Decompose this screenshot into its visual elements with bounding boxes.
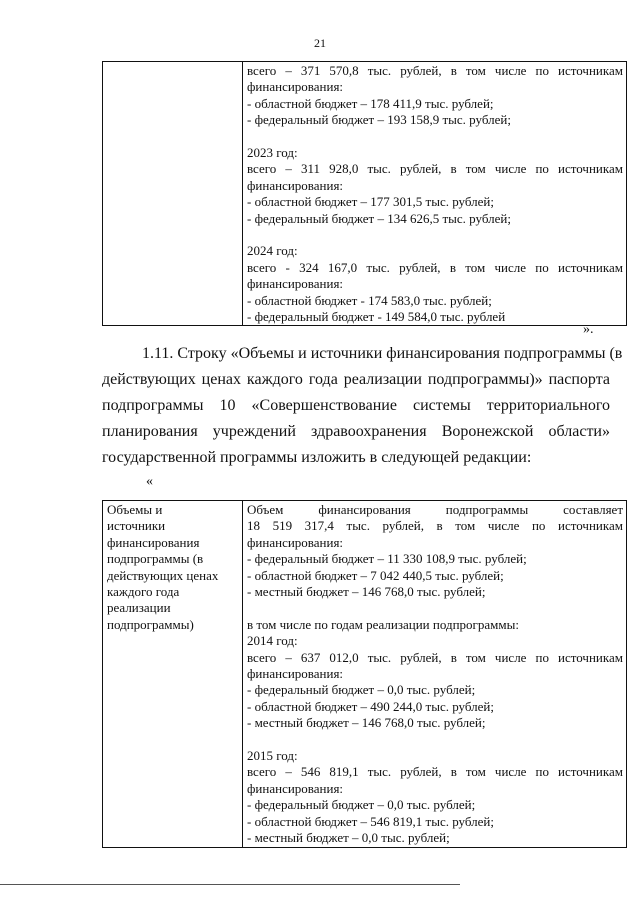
table-cell-funding-details — [243, 501, 627, 848]
text-line: финансирования: — [247, 534, 344, 550]
table-cell-empty — [103, 62, 243, 326]
label-line: каждого года — [107, 584, 180, 600]
label-line: подпрограммы (в — [107, 551, 204, 567]
year-heading: 2024 год: — [247, 243, 298, 259]
label-line: Объемы и — [107, 502, 163, 517]
text-line: - местный бюджет – 146 768,0 тыс. рублей; — [247, 584, 486, 600]
blank-line — [247, 227, 623, 243]
paragraph-line: планирования учреждений здравоохранения Воронежской области» — [102, 423, 610, 440]
label-line: действующих ценах — [107, 567, 219, 583]
text-line: - федеральный бюджет – 193 158,9 тыс. рублей; — [247, 112, 511, 128]
funding-table-new-edition — [102, 500, 627, 848]
table-row — [103, 501, 627, 848]
text-line: финансирования: — [247, 780, 344, 796]
label-line: финансирования — [107, 534, 200, 550]
blank-line — [247, 732, 623, 748]
label-line: подпрограммы) — [107, 616, 194, 632]
text-line: в том числе по годам реализации подпрограммы: — [247, 616, 519, 632]
text-line: - федеральный бюджет – 134 626,5 тыс. рублей; — [247, 210, 511, 226]
opening-quote: « — [146, 474, 153, 489]
text-line: - федеральный бюджет – 0,0 тыс. рублей; — [247, 682, 476, 698]
table-row — [103, 62, 627, 326]
paragraph-line: 1.11. Строку «Объемы и источники финансирования подпрограммы (в — [142, 345, 623, 362]
blank-line — [247, 129, 623, 145]
page-number: 21 — [314, 36, 326, 50]
text-line: - областной бюджет - 174 583,0 тыс. рублей; — [247, 292, 492, 308]
text-line: - областной бюджет – 177 301,5 тыс. рублей; — [247, 194, 494, 210]
text-line: всего – 311 928,0 тыс. рублей, в том числе по источникам — [247, 161, 623, 177]
text-line: Объем финансирования подпрограммы составляет — [247, 502, 623, 517]
label-line: реализации — [107, 600, 171, 616]
table-cell-row-label — [103, 501, 243, 848]
paragraph-line: подпрограммы 10 «Совершенствование системы территориального — [102, 397, 610, 414]
text-line: всего - 324 167,0 тыс. рублей, в том числе по источникам — [247, 259, 623, 275]
table-cell-funding-years — [243, 62, 627, 326]
text-line: - местный бюджет – 146 768,0 тыс. рублей; — [247, 715, 486, 731]
amendment-paragraph — [102, 341, 623, 471]
text-line: всего – 546 819,1 тыс. рублей, в том числе по источникам — [247, 764, 623, 780]
text-line: 18 519 317,4 тыс. рублей, в том числе по источникам — [247, 518, 623, 534]
text-line: - областной бюджет – 178 411,9 тыс. рублей; — [247, 95, 494, 111]
text-line: финансирования: — [247, 666, 344, 682]
text-line: всего – 637 012,0 тыс. рублей, в том числе по источникам — [247, 649, 623, 665]
paragraph-line: действующих ценах каждого года реализации подпрограммы)» паспорта — [102, 371, 610, 388]
blank-line — [247, 600, 623, 616]
text-line: - федеральный бюджет - 149 584,0 тыс. рублей — [247, 309, 506, 325]
paragraph-line: государственной программы изложить в следующей редакции: — [102, 449, 532, 466]
closing-quote: ». — [583, 322, 594, 337]
text-line: - областной бюджет – 490 244,0 тыс. рублей; — [247, 698, 494, 714]
text-line: - федеральный бюджет – 0,0 тыс. рублей; — [247, 797, 476, 813]
label-line: источники — [107, 518, 166, 534]
year-heading: 2015 год: — [247, 748, 298, 764]
text-line: всего – 371 570,8 тыс. рублей, в том числе по источникам — [247, 63, 623, 78]
text-line: - областной бюджет – 7 042 440,5 тыс. рублей; — [247, 567, 504, 583]
text-line: финансирования: — [247, 276, 344, 292]
text-line: - федеральный бюджет – 11 330 108,9 тыс. рублей; — [247, 551, 527, 567]
funding-table-continuation — [102, 61, 627, 326]
text-line: финансирования: — [247, 79, 344, 95]
year-heading: 2014 год: — [247, 633, 298, 649]
text-line: - местный бюджет – 0,0 тыс. рублей; — [247, 830, 450, 846]
text-line: - областной бюджет – 546 819,1 тыс. рублей; — [247, 813, 494, 829]
year-heading: 2023 год: — [247, 145, 298, 161]
text-line: финансирования: — [247, 177, 344, 193]
footer-divider — [0, 884, 460, 885]
